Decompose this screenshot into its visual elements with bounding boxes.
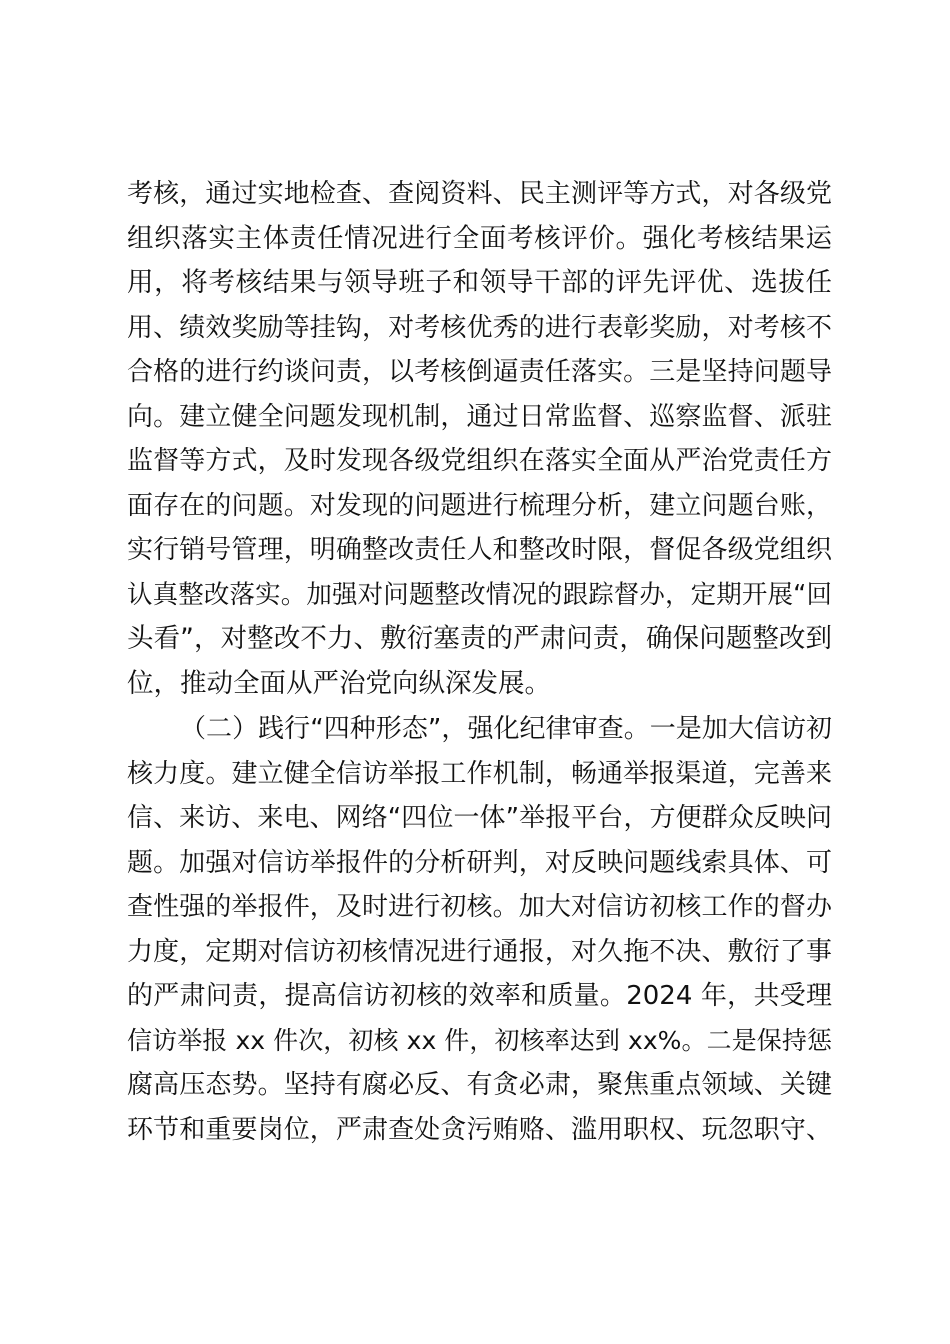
paragraph-1-line: 组织落实主体责任情况进行全面考核评价。强化考核结果运 xyxy=(127,222,832,254)
paragraph-1 xyxy=(127,172,832,706)
paragraph-1-line: 用、绩效奖励等挂钩，对考核优秀的进行表彰奖励，对考核不 xyxy=(127,312,832,343)
paragraph-1-line: 位，推动全面从严治党向纵深发展。 xyxy=(127,667,551,699)
paragraph-2 xyxy=(127,707,832,1152)
paragraph-2-line: 腐高压态势。坚持有腐必反、有贪必肃，聚焦重点领域、关键 xyxy=(127,1070,832,1100)
paragraph-2-line: 查性强的举报件，及时进行初核。加大对信访初核工作的督办 xyxy=(127,892,832,922)
paragraph-1-line: 认真整改落实。加强对问题整改情况的跟踪督办，定期开展“回 xyxy=(127,579,832,610)
paragraph-2-heading-line: （二）践行“四种形态”，强化纪律审查。一是加大信访初 xyxy=(180,714,832,744)
paragraph-2-line: 核力度。建立健全信访举报工作机制，畅通举报渠道，完善来 xyxy=(127,758,832,789)
paragraph-2-line: 信访举报 xx 件次，初核 xx 件，初核率达到 xx%。二是保持惩 xyxy=(127,1025,832,1055)
paragraph-1-line: 实行销号管理，明确整改责任人和整改时限，督促各级党组织 xyxy=(127,535,832,565)
paragraph-2-line: 信、来访、来电、网络“四位一体”举报平台，方便群众反映问 xyxy=(127,803,832,833)
paragraph-2-line: 题。加强对信访举报件的分析研判，对反映问题线索具体、可 xyxy=(127,847,832,878)
paragraph-1-line: 合格的进行约谈问责，以考核倒逼责任落实。三是坚持问题导 xyxy=(127,357,832,387)
paragraph-1-line: 头看”，对整改不力、敷衍塞责的严肃问责，确保问题整改到 xyxy=(127,623,832,654)
paragraph-2-line: 环节和重要岗位，严肃查处贪污贿赂、滥用职权、玩忽职守、 xyxy=(127,1114,832,1145)
paragraph-2-line: 的严肃问责，提高信访初核的效率和质量。2024 年，共受理 xyxy=(127,981,832,1011)
paragraph-1-line: 用，将考核结果与领导班子和领导干部的评先评优、选拔任 xyxy=(127,267,832,298)
paragraph-1-line: 面存在的问题。对发现的问题进行梳理分析，建立问题台账， xyxy=(127,490,832,521)
paragraph-1-line: 考核，通过实地检查、查阅资料、民主测评等方式，对各级党 xyxy=(127,179,832,209)
paragraph-1-line: 监督等方式，及时发现各级党组织在落实全面从严治党责任方 xyxy=(127,446,832,476)
paragraph-2-line: 力度，定期对信访初核情况进行通报，对久拖不决、敷衍了事 xyxy=(127,936,832,967)
paragraph-1-line: 向。建立健全问题发现机制，通过日常监督、巡察监督、派驻 xyxy=(127,401,832,432)
